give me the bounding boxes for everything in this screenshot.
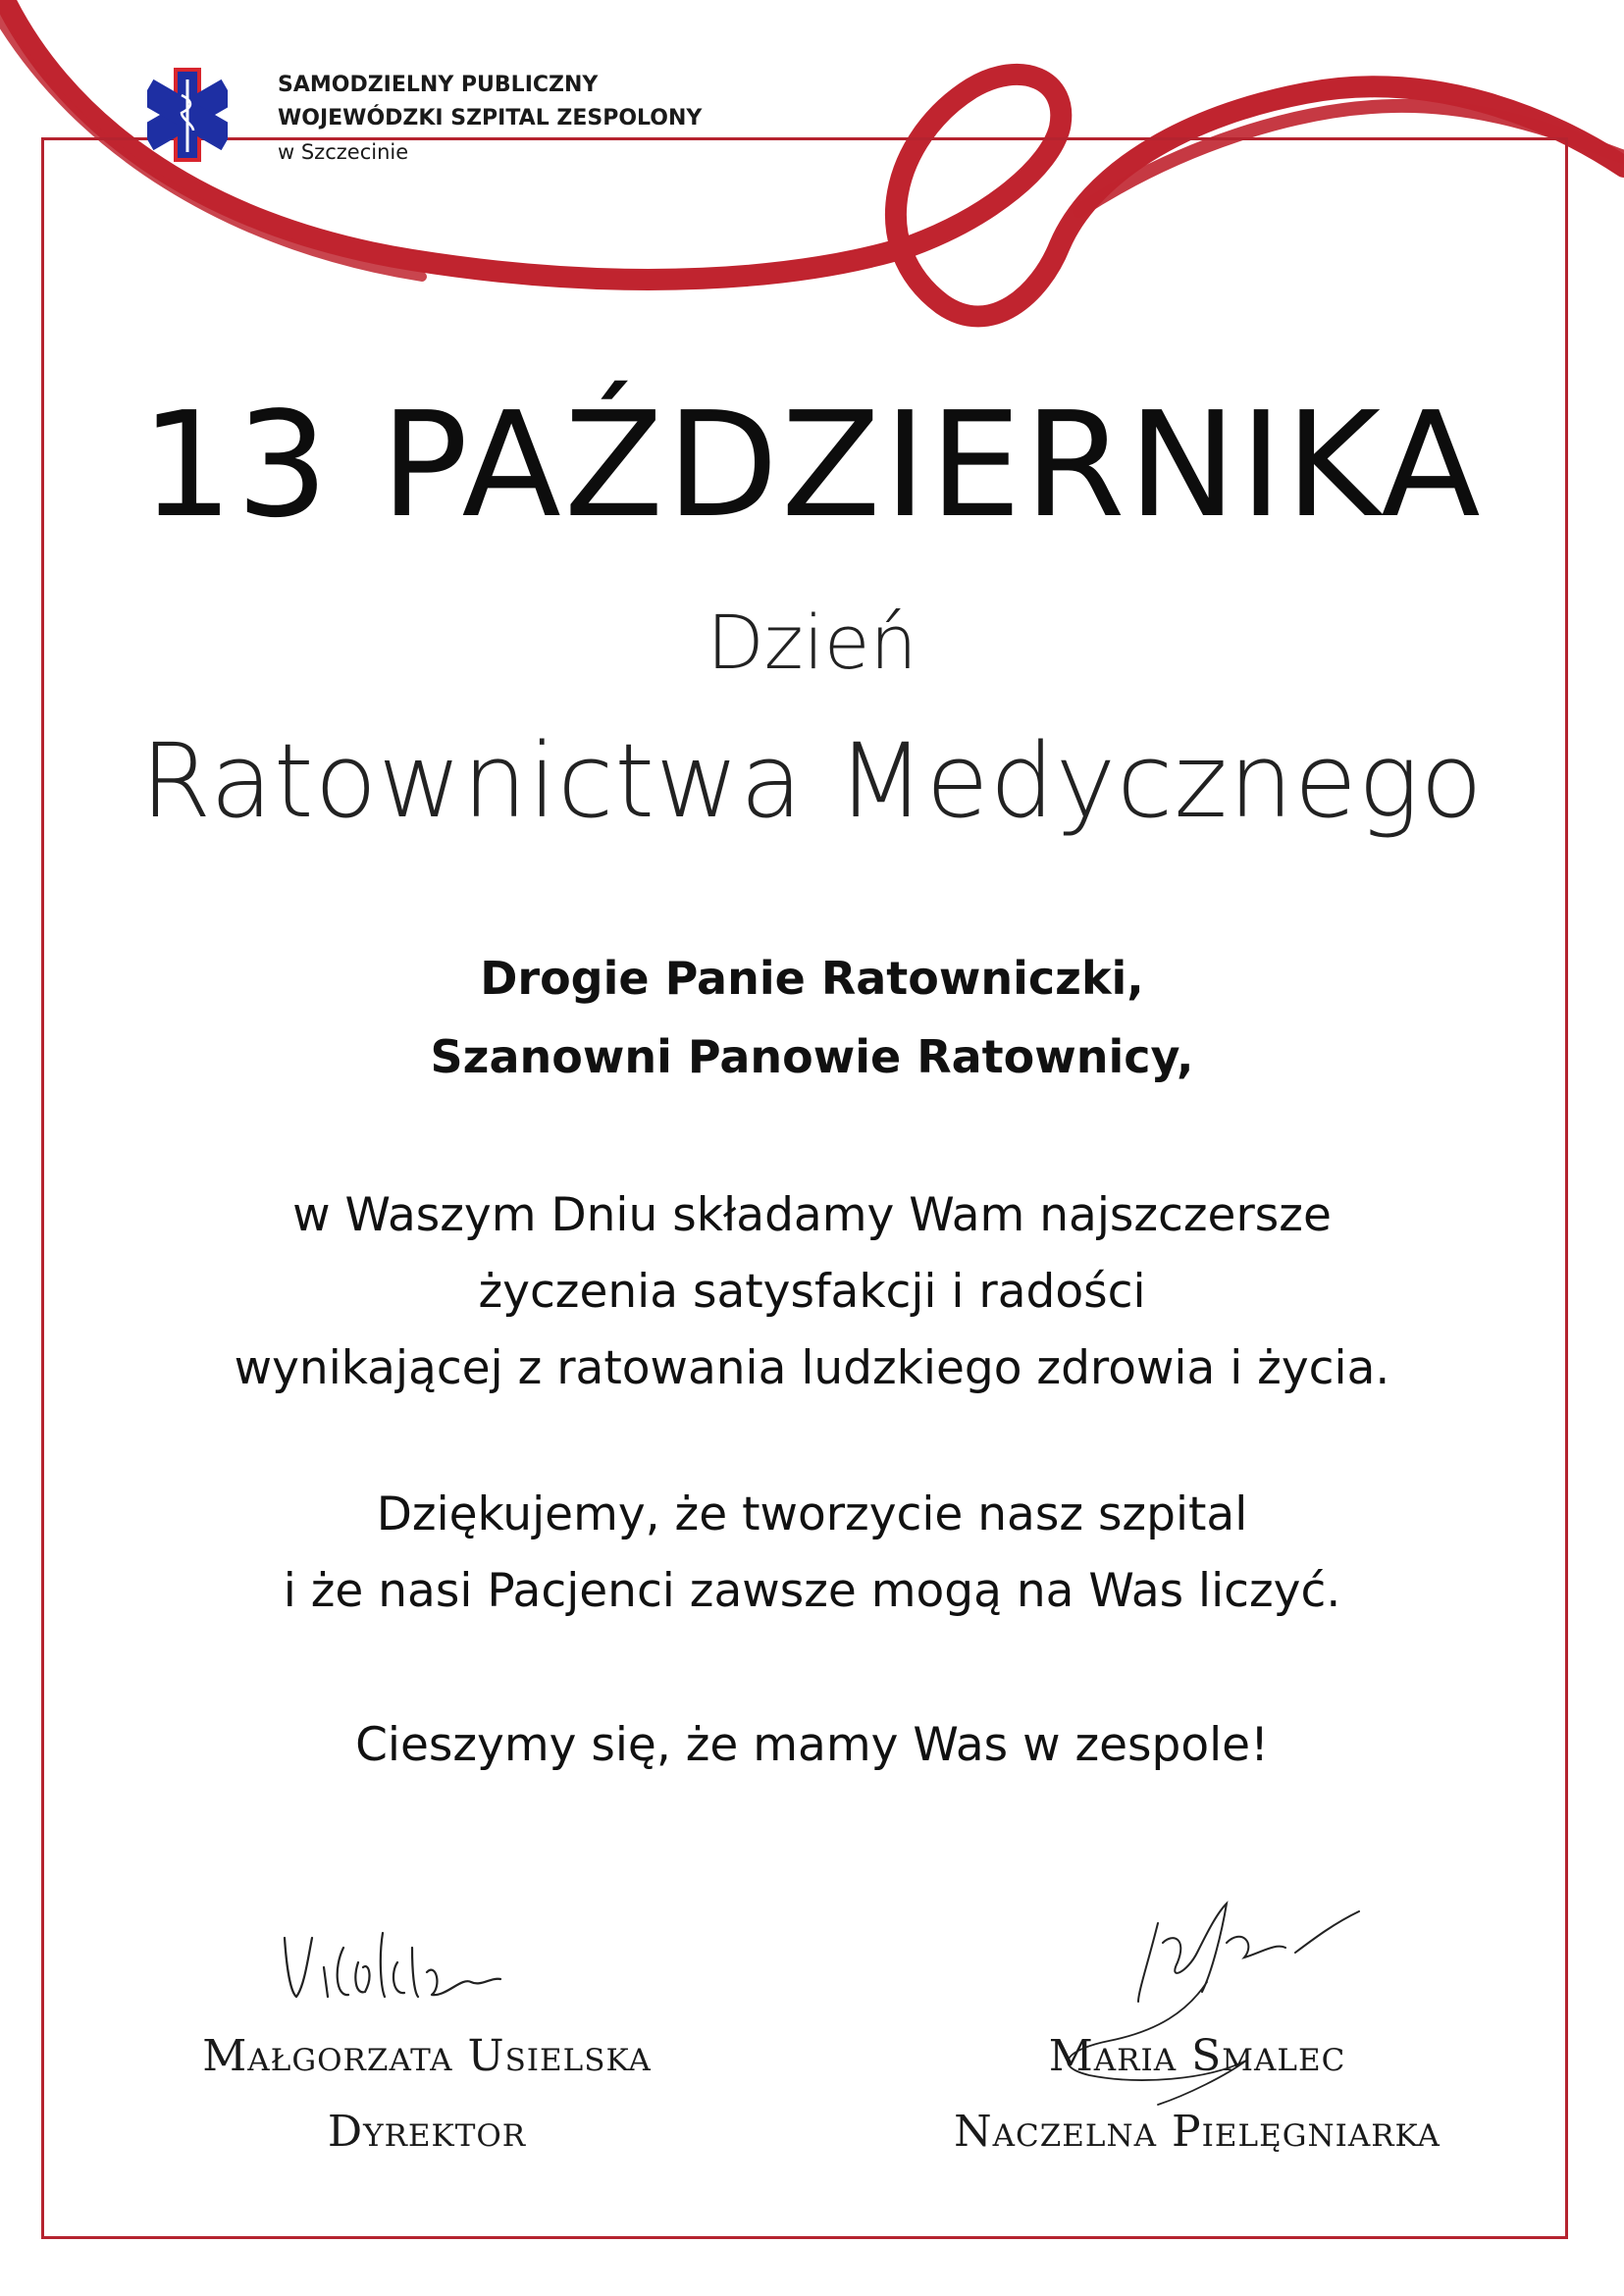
paragraph-line: wynikającej z ratowania ludzkiego zdrowia i życia.: [234, 1341, 1390, 1395]
signatory-role: Dyrektor: [327, 2107, 527, 2157]
paragraph-line: Cieszymy się, że mamy Was w zespole!: [355, 1718, 1269, 1772]
subtitle-line1: Dzień: [707, 599, 917, 686]
org-name-line2: WOJEWÓDZKI SZPITAL ZESPOLONY: [278, 106, 703, 130]
paragraph-line: i że nasi Pacjenci zawsze mogą na Was liczyć.: [283, 1564, 1341, 1618]
subtitle-line2: Ratownictwa Medycznego: [140, 721, 1484, 841]
signatory-name: Maria Smalec: [1048, 2031, 1346, 2081]
star-of-life-icon: [147, 61, 228, 169]
closing-paragraph: [0, 1707, 1624, 1784]
organization-name: [278, 69, 702, 169]
date-heading: 13 PAŹDZIERNIKA: [140, 381, 1484, 549]
thanks-paragraph: [0, 1477, 1624, 1630]
paragraph-line: w Waszym Dniu składamy Wam najszczersze: [292, 1188, 1332, 1242]
signature-director: [275, 1918, 569, 2016]
greeting-line1: Drogie Panie Ratowniczki,: [480, 952, 1144, 1005]
signatory-name: Małgorzata Usielska: [202, 2031, 652, 2081]
paragraph-line: życzenia satysfakcji i radości: [478, 1265, 1146, 1319]
greeting-line2: Szanowni Panowie Ratownicy,: [430, 1030, 1194, 1083]
wishes-paragraph: [0, 1177, 1624, 1407]
paragraph-line: Dziękujemy, że tworzycie nasz szpital: [376, 1487, 1248, 1541]
org-city: w Szczecinie: [278, 140, 409, 164]
org-name-line1: SAMODZIELNY PUBLICZNY: [278, 73, 599, 97]
signatory-role: Naczelna Pielęgniarka: [954, 2107, 1441, 2157]
